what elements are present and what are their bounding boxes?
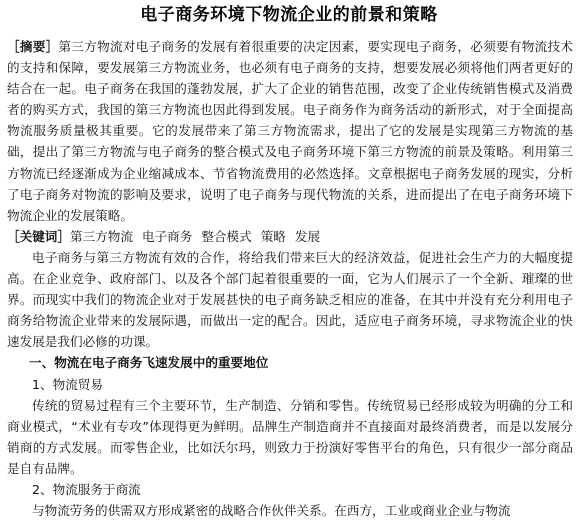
subsection-heading: 1、物流贸易 <box>32 376 103 392</box>
keywords-line <box>7 226 573 247</box>
abstract-label: ［摘要］ <box>7 39 59 54</box>
subsection-heading: 2、物流服务于商流 <box>32 481 141 497</box>
keyword-item: 第三方物流 <box>69 228 133 244</box>
subsection-paragraph: 与物流劳务的供需双方形成紧密的战略合作伙伴关系。在西方，工业或商业企业与物流 <box>32 503 511 519</box>
intro-paragraph: 电子商务与第三方物流有效的合作，将给我们带来巨大的经济效益，促进社会生产力的大幅度提高。在企业竞争、政府部门、以及各个部门起着很重要的一面，它为人们展示了一个全新、璀璨的世界。而现实中我们的物流企业对于发展甚快的电子商务缺乏相应的准备，在其中并没有充分利用电子商务给物流企业带来的发展际遇，而做出一定的配合。因此，适应电子商务环境，寻求物流企业的快速发展是我们必修的功课。 <box>7 249 573 350</box>
document-title: 电子商务环境下物流企业的前景和策略 <box>140 5 438 25</box>
keyword-item: 电子商务 <box>141 228 193 244</box>
keyword-item: 整合模式 <box>201 228 252 244</box>
subsection-paragraph: 传统的贸易过程有三个主要环节，生产制造、分销和零售。传统贸易已经形成较为明确的分工和商业模式，“术业有专攻”体现得更为鲜明。品牌生产制造商并不直接面对最终消费者，而是以发展分销商的方式发展。而零售企业，比如沃尔玛，则致力于扮演好零售平台的角色，只有很少一部分商品是自有品牌。 <box>7 397 573 476</box>
document-body <box>7 36 573 521</box>
section-heading: 一、物流在电子商务飞速发展中的重要地位 <box>29 355 269 371</box>
keyword-item: 发展 <box>294 228 321 244</box>
abstract-text: 第三方物流对电子商务的发展有着很重要的决定因素，要实现电子商务，必须要有物流技术的支持和保障，要发展第三方物流业务，也必须有电子商务的支持，想要发展必须将他们两者更好的结合在一起。电子商务在我国的蓬勃发展，扩大了企业的销售范围，改变了企业传统销售模式及消费者的购买方式，我国的第三方物流也因此得到发展。电子商务作为商务活动的新形式，对于全面提高物流服务质量极其重要。它的发展带来了第三方物流需求，提出了它的发展是实现第三方物流的基础，提出了第三方物流与电子商务的整合模式及电子商务环境下第三方物流的前景及策略。利用第三方物流已经逐渐成为企业缩减成本、节省物流费用的必然选择。文章根据电子商务发展的现实，分析了电子商务对物流的影响及要求，说明了电子商务与现代物流的关系，进而提出了在电子商务环境下物流企业的发展策略。 <box>7 39 574 223</box>
abstract-paragraph <box>7 36 573 226</box>
keyword-item: 策略 <box>260 228 286 244</box>
keywords-label: ［关键词］ <box>7 228 70 244</box>
